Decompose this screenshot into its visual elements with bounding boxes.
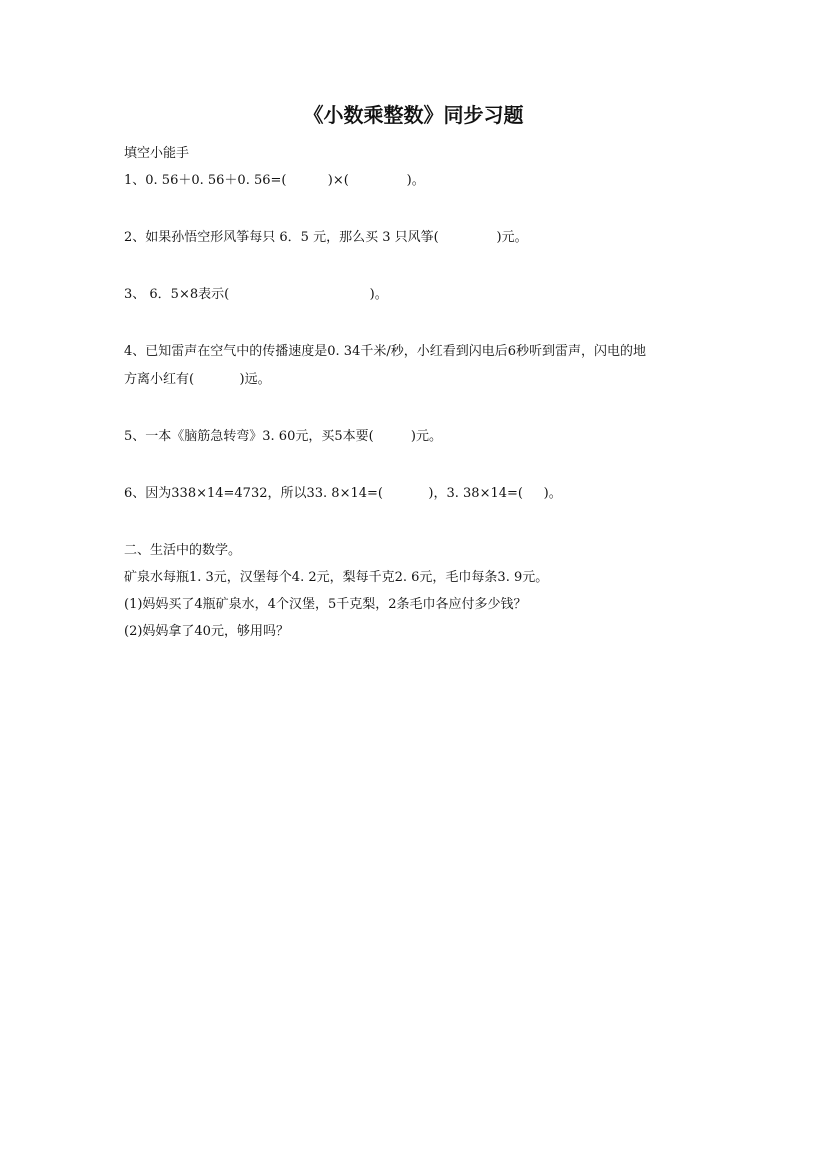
question-3: 3、 6．5×8表示( )。 [124,287,388,302]
section2-heading: 二、生活中的数学。 [124,543,242,558]
price-list: 矿泉水每瓶1. 3元，汉堡每个4. 2元，梨每千克2. 6元，毛巾每条3. 9元。 [124,570,549,585]
question-6: 6、因为338×14=4732，所以33. 8×14=( )，3. 38×14=( )。 [124,486,562,501]
question-1: 1、0. 56＋0. 56＋0. 56=( )×( )。 [124,173,425,188]
question-2: 2、如果孙悟空形风筝每只 6．5 元，那么买 3 只风筝( )元。 [124,230,528,245]
problem-1: (1)妈妈买了4瓶矿泉水，4个汉堡，5千克梨，2条毛巾各应付多少钱？ [124,597,527,612]
problem-2: (2)妈妈拿了40元，够用吗？ [124,624,289,639]
question-4-line-1: 4、已知雷声在空气中的传播速度是0. 34千米/秒，小红看到闪电后6秒听到雷声，闪电的地 [124,344,646,359]
document-title: 《小数乘整数》同步习题 [303,103,524,127]
section1-heading: 填空小能手 [124,146,190,161]
question-4-line-2: 方离小红有( )远。 [124,372,271,387]
question-5: 5、一本《脑筋急转弯》3. 60元，买5本要( )元。 [124,429,442,444]
